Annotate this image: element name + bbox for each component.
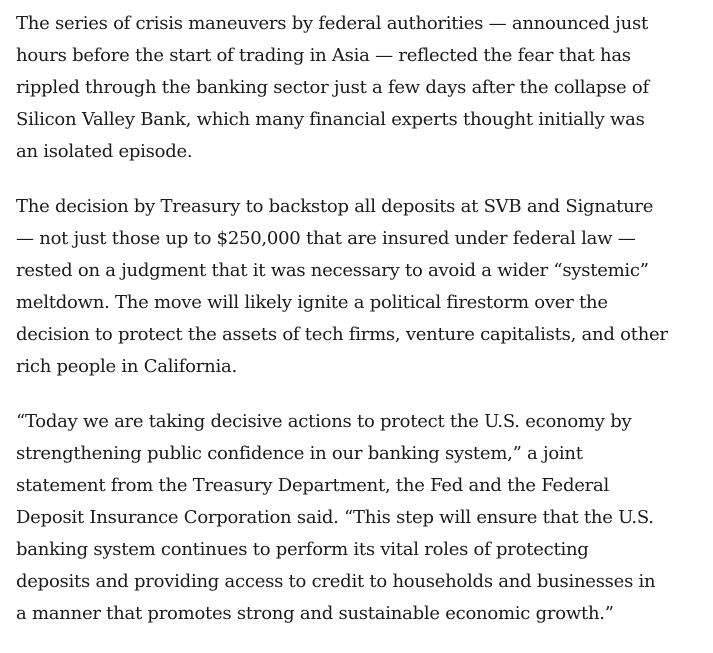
paragraph-line: strengthening public confidence in our banking system,” a joint [16,443,583,464]
paragraph-line: meltdown. The move will likely ignite a political firestorm over the [16,292,608,313]
paragraph-line: rippled through the banking sector just a few days after the collapse of [16,77,649,98]
paragraph-line: rested on a judgment that it was necessary to avoid a wider “systemic” [16,260,649,281]
paragraph-line: an isolated episode. [16,141,193,162]
paragraph-line: hours before the start of trading in Asia — reflected the fear that has [16,45,631,66]
paragraph-line: The series of crisis maneuvers by federal authorities — announced just [16,13,648,34]
paragraph-line: deposits and providing access to credit to households and businesses in [16,571,656,592]
paragraph-line: decision to protect the assets of tech firms, venture capitalists, and other [16,324,668,345]
article-body [16,8,696,653]
paragraph-line: “Today we are taking decisive actions to protect the U.S. economy by [16,411,632,432]
paragraph-line: banking system continues to perform its vital roles of protecting [16,539,589,560]
paragraph-treasury-decision [16,191,696,383]
paragraph-line: statement from the Treasury Department, the Fed and the Federal [16,475,609,496]
paragraph-line: a manner that promotes strong and sustainable economic growth.” [16,603,614,624]
paragraph-line: — not just those up to $250,000 that are insured under federal law — [16,228,636,249]
paragraph-joint-statement-quote [16,406,696,630]
paragraph-crisis-maneuvers [16,8,696,168]
paragraph-line: Silicon Valley Bank, which many financial experts thought initially was [16,109,645,130]
paragraph-line: Deposit Insurance Corporation said. “This step will ensure that the U.S. [16,507,654,528]
paragraph-line: The decision by Treasury to backstop all deposits at SVB and Signature [16,196,654,217]
paragraph-line: rich people in California. [16,356,237,377]
